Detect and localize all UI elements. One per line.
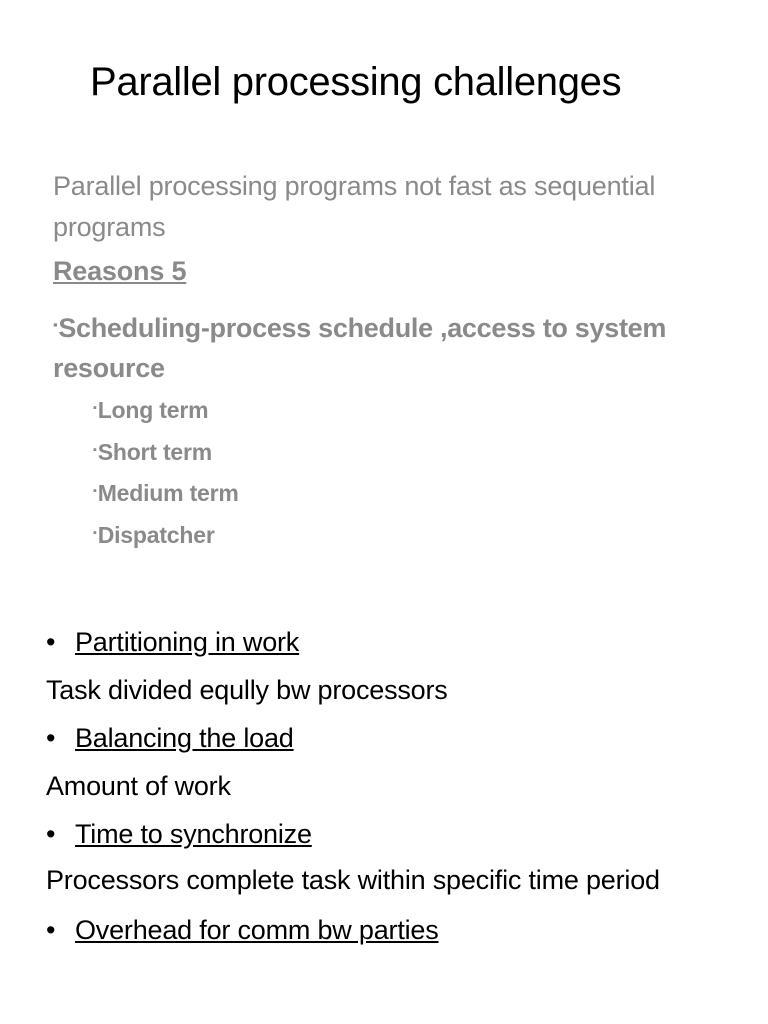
list-item-label: Dispatcher — [97, 521, 215, 548]
bullet-icon: • — [46, 627, 56, 657]
challenge-heading — [46, 620, 746, 668]
challenge-heading — [46, 812, 746, 860]
challenge-heading — [46, 908, 746, 956]
square-bullet-icon: ▪ — [93, 526, 97, 539]
intro-text: Parallel processing programs not fast as sequential programs — [53, 171, 656, 242]
bullet-icon: • — [46, 915, 56, 945]
list-item-label: Medium term — [97, 480, 239, 506]
challenge-description: Task divided eqully bw processors — [46, 675, 448, 705]
challenge-title: Partitioning in work — [75, 627, 300, 657]
square-bullet-icon: ▪ — [93, 443, 97, 456]
challenge-title: Time to synchronize — [75, 819, 312, 849]
list-item — [93, 391, 239, 433]
scheduling-text: Scheduling-process schedule ,access to system resource — [53, 313, 667, 383]
square-bullet-icon: ▪ — [53, 317, 58, 332]
list-item — [93, 433, 239, 475]
square-bullet-icon: ▪ — [93, 402, 97, 414]
challenge-description: Amount of work — [46, 771, 231, 801]
reasons-heading: Reasons 5 — [53, 256, 187, 286]
list-item — [93, 474, 239, 516]
list-item-label: Short term — [97, 438, 212, 465]
scheduler-types-list — [93, 391, 239, 557]
bullet-icon: • — [46, 819, 56, 849]
slide-title: Parallel processing challenges — [90, 60, 622, 104]
challenges-list — [46, 620, 746, 956]
bullet-icon: • — [46, 723, 56, 753]
challenge-description: Processors complete task within specific time period — [46, 865, 660, 895]
challenge-heading — [46, 716, 746, 764]
scheduling-item — [53, 305, 693, 388]
list-item-label: Long term — [97, 397, 209, 423]
challenge-title: Balancing the load — [75, 723, 294, 753]
challenge-title: Overhead for comm bw parties — [75, 915, 439, 945]
square-bullet-icon: ▪ — [93, 485, 97, 497]
list-item — [93, 516, 239, 558]
